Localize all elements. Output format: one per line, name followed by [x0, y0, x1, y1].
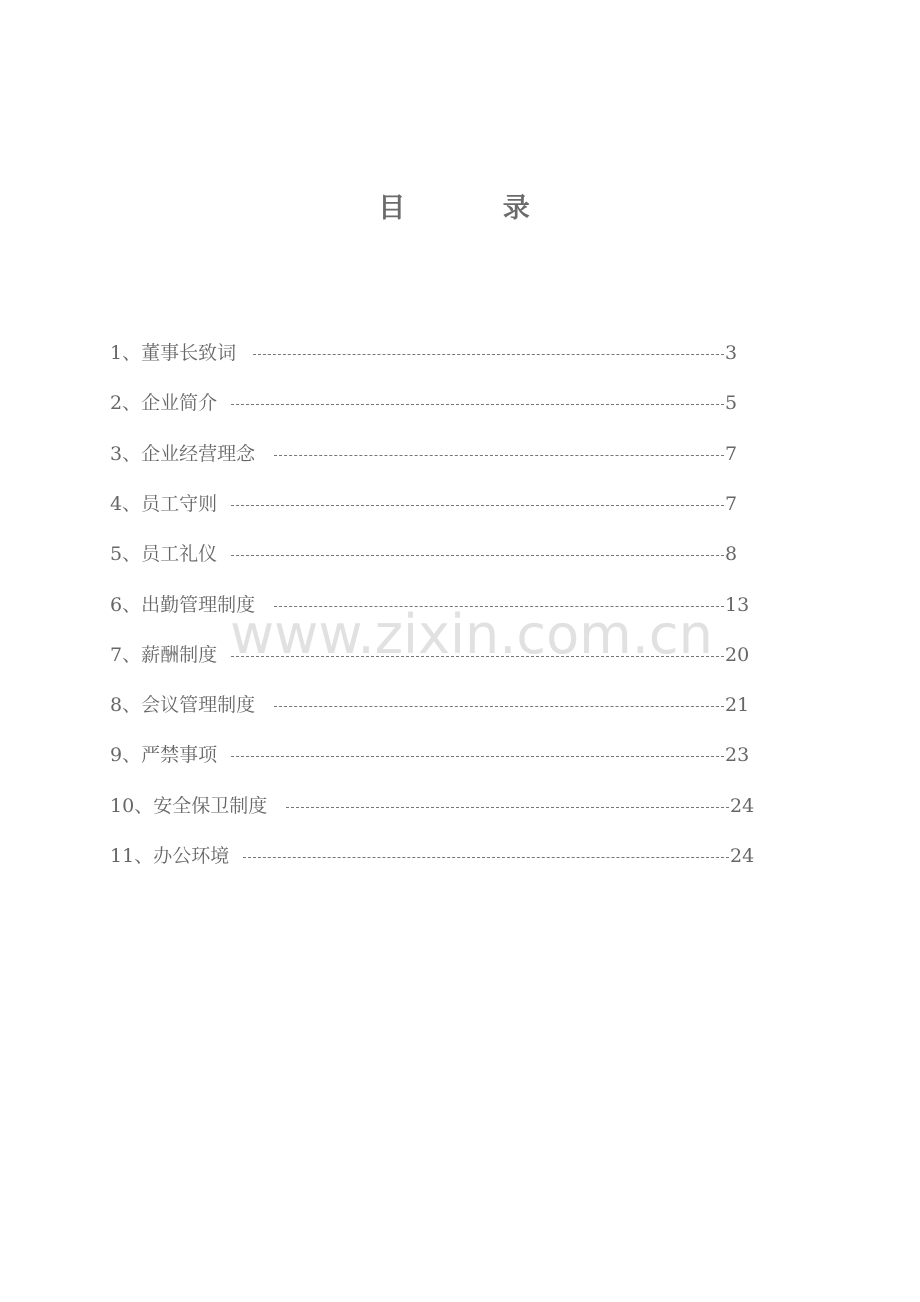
- toc-entry[interactable]: [110, 337, 790, 369]
- toc-leader-dots: [253, 337, 725, 369]
- toc-entry-page-number: 7: [725, 492, 738, 515]
- toc-entry-page-number: 7: [725, 442, 738, 465]
- toc-entry-number: 8: [110, 694, 123, 717]
- toc-entry-title: 员工礼仪: [141, 543, 218, 566]
- toc-leader-dots: [243, 840, 729, 872]
- toc-entry-separator: 、: [122, 593, 142, 616]
- toc-entry[interactable]: [110, 790, 790, 822]
- toc-entry-number: 11: [110, 845, 135, 867]
- toc-leader-dots: [231, 488, 724, 520]
- watermark: www.zixin.com.cn: [230, 603, 713, 666]
- toc-entry-title: 员工守则: [141, 492, 218, 515]
- toc-leader-dots: [274, 689, 724, 721]
- toc-entry-separator: 、: [134, 845, 154, 867]
- toc-entry-title: 会议管理制度: [141, 694, 256, 717]
- toc-entry[interactable]: [110, 639, 790, 671]
- toc-entry-number: 4: [110, 492, 123, 515]
- toc-entry-page-number: 5: [725, 392, 738, 415]
- toc-entry-number: 6: [110, 593, 123, 616]
- toc-entry-title: 出勤管理制度: [141, 593, 256, 616]
- toc-leader-dots: [231, 639, 724, 671]
- toc-entry-number: 3: [110, 442, 123, 465]
- toc-entry-separator: 、: [122, 342, 142, 364]
- toc-entry-title: 严禁事项: [141, 744, 218, 767]
- toc-leader-dots: [274, 589, 724, 621]
- toc-entry-number: 9: [110, 744, 123, 767]
- toc-entry-page-number: 21: [725, 694, 750, 717]
- toc-entry[interactable]: [110, 488, 790, 520]
- toc-entry[interactable]: [110, 689, 790, 721]
- toc-entry-title: 企业简介: [141, 392, 218, 415]
- toc-leader-dots: [231, 387, 724, 419]
- toc-entry-number: 5: [110, 543, 123, 566]
- toc-entry-separator: 、: [122, 744, 142, 767]
- toc-entry[interactable]: [110, 387, 790, 419]
- toc-entry-title: 企业经营理念: [141, 442, 256, 465]
- toc-entry-page-number: 23: [725, 744, 750, 767]
- toc-entry[interactable]: [110, 840, 790, 872]
- toc-entry-separator: 、: [122, 543, 142, 566]
- toc-entry-number: 7: [110, 643, 123, 666]
- toc-leader-dots: [286, 790, 729, 822]
- page-title: 目 录: [378, 193, 542, 224]
- toc-entry[interactable]: [110, 589, 790, 621]
- toc-entry[interactable]: [110, 739, 790, 771]
- toc-entry-separator: 、: [122, 392, 142, 415]
- toc-entry-title: 安全保卫制度: [153, 794, 268, 817]
- toc-entry-title: 办公环境: [153, 845, 230, 867]
- toc-entry-page-number: 20: [725, 643, 750, 666]
- toc-entry-page-number: 3: [725, 342, 738, 364]
- toc-entry-separator: 、: [122, 492, 142, 515]
- toc-entry-separator: 、: [122, 442, 142, 465]
- toc-entry-title: 董事长致词: [141, 342, 237, 364]
- toc-entry-separator: 、: [122, 694, 142, 717]
- toc-entry-page-number: 8: [725, 543, 738, 566]
- toc-entry-title: 薪酬制度: [141, 643, 218, 666]
- toc-entry-number: 1: [110, 342, 123, 364]
- toc-entry-page-number: 24: [730, 845, 755, 867]
- toc-entry-separator: 、: [134, 794, 154, 817]
- toc-entry[interactable]: [110, 538, 790, 570]
- toc-leader-dots: [274, 438, 724, 470]
- toc-leader-dots: [231, 538, 724, 570]
- toc-entry-number: 2: [110, 392, 123, 415]
- toc-entry-page-number: 13: [725, 593, 750, 616]
- toc-entry-page-number: 24: [730, 794, 755, 817]
- toc-leader-dots: [231, 739, 724, 771]
- toc-entry-separator: 、: [122, 643, 142, 666]
- toc-entry[interactable]: [110, 438, 790, 470]
- toc-entry-number: 10: [110, 794, 135, 817]
